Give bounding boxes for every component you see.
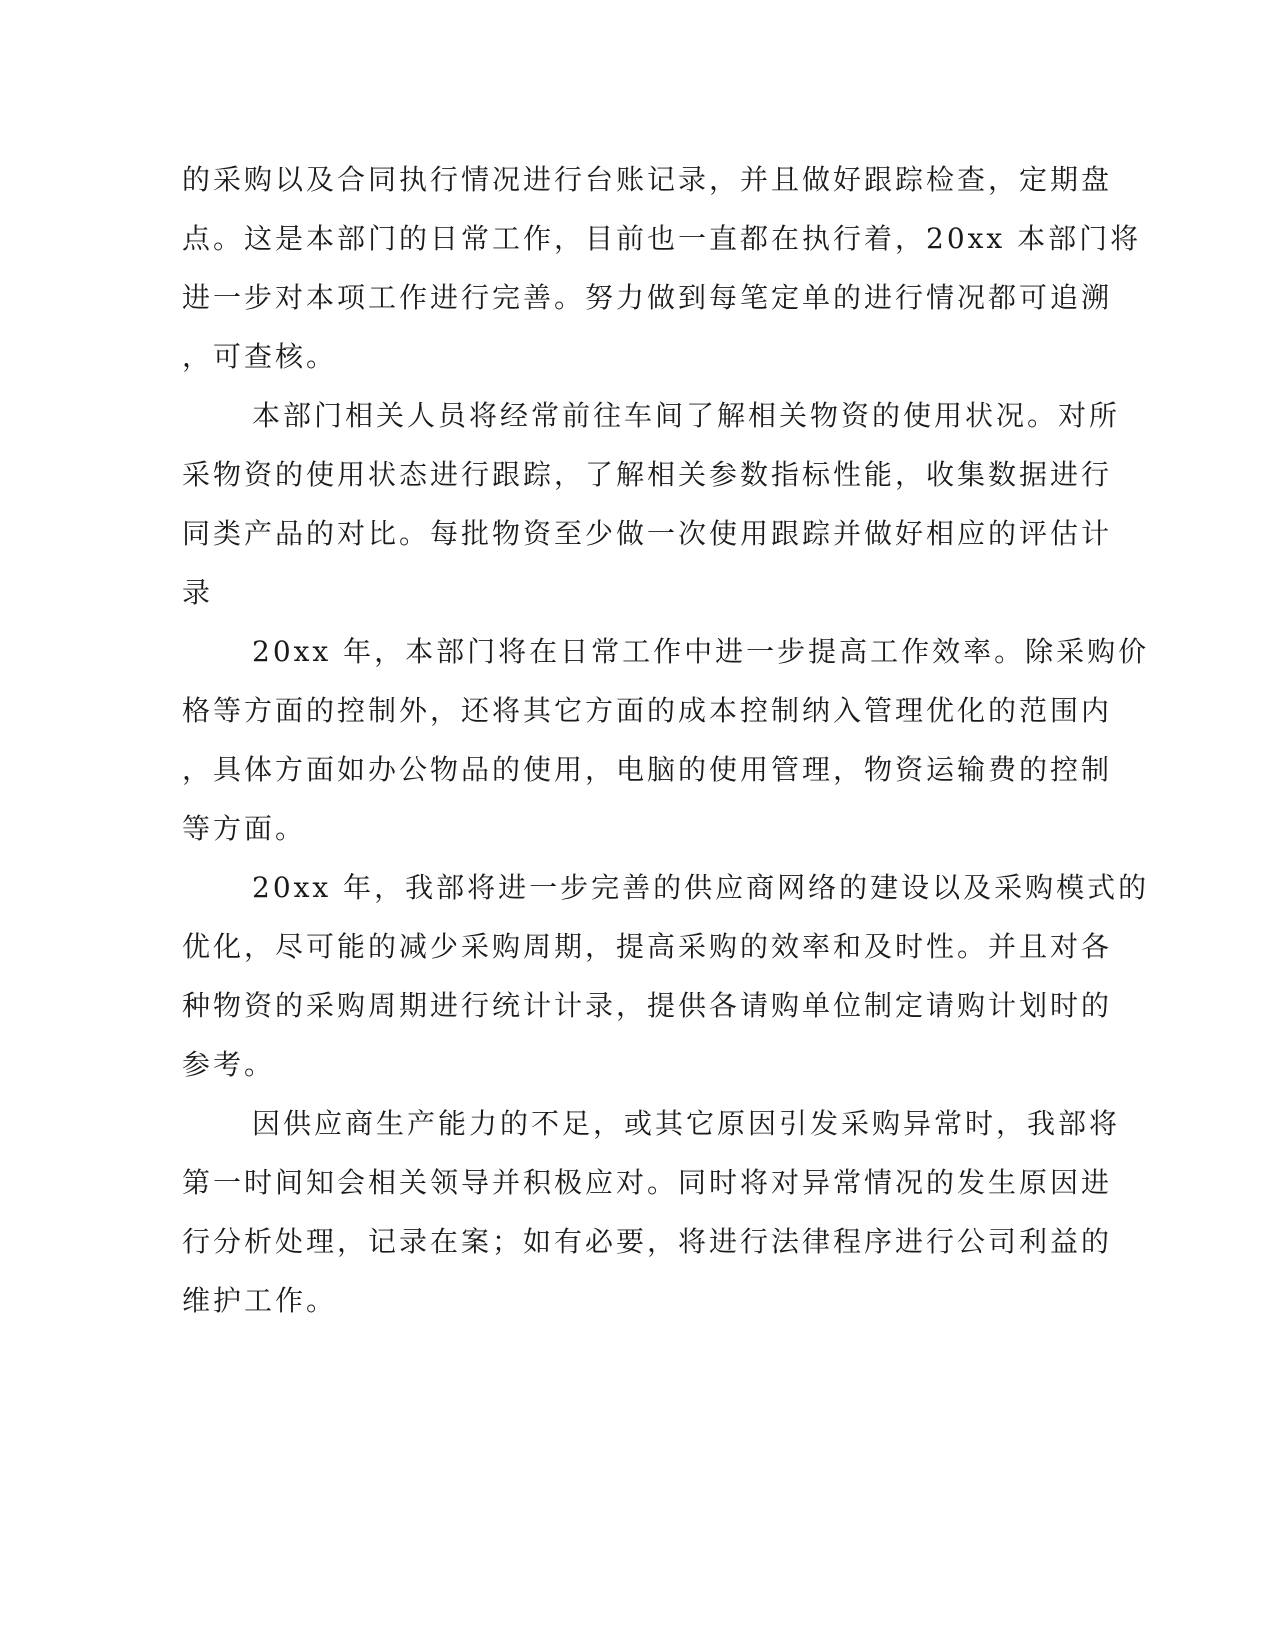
text-line: 本部门相关人员将经常前往车间了解相关物资的使用状况。对所 <box>252 399 1121 432</box>
text-line: 第一时间知会相关领导并积极应对。同时将对异常情况的发生原因进 <box>182 1166 1113 1199</box>
paragraph-2 <box>182 386 1121 622</box>
paragraph-5 <box>182 1094 1121 1330</box>
text-line: 等方面。 <box>182 812 307 845</box>
paragraph-4 <box>182 858 1150 1094</box>
text-line: 录 <box>182 576 214 609</box>
text-line: 的采购以及合同执行情况进行台账记录，并且做好跟踪检查，定期盘 <box>182 163 1113 196</box>
text-line: 同类产品的对比。每批物资至少做一次使用跟踪并做好相应的评估计 <box>182 517 1113 550</box>
document-body <box>182 150 1150 1330</box>
text-line: ，具体方面如办公物品的使用，电脑的使用管理，物资运输费的控制 <box>182 753 1113 786</box>
text-line: 行分析处理，记录在案；如有必要，将进行法律程序进行公司利益的 <box>182 1225 1113 1258</box>
text-line: 因供应商生产能力的不足，或其它原因引发采购异常时，我部将 <box>252 1107 1121 1140</box>
text-line: 参考。 <box>182 1048 276 1081</box>
text-line: 优化，尽可能的减少采购周期，提高采购的效率和及时性。并且对各 <box>182 930 1113 963</box>
text-line: ，可查核。 <box>182 340 338 373</box>
text-line: 进一步对本项工作进行完善。努力做到每笔定单的进行情况都可追溯 <box>182 281 1113 314</box>
text-line: 点。这是本部门的日常工作，目前也一直都在执行着，20xx 本部门将 <box>182 222 1142 255</box>
paragraph-1 <box>182 150 1142 386</box>
paragraph-3 <box>182 622 1150 858</box>
text-line: 20xx 年，我部将进一步完善的供应商网络的建设以及采购模式的 <box>252 871 1150 904</box>
text-line: 采物资的使用状态进行跟踪，了解相关参数指标性能，收集数据进行 <box>182 458 1113 491</box>
text-line: 20xx 年，本部门将在日常工作中进一步提高工作效率。除采购价 <box>252 635 1150 668</box>
text-line: 维护工作。 <box>182 1284 338 1317</box>
text-line: 格等方面的控制外，还将其它方面的成本控制纳入管理优化的范围内 <box>182 694 1113 727</box>
text-line: 种物资的采购周期进行统计计录，提供各请购单位制定请购计划时的 <box>182 989 1113 1022</box>
